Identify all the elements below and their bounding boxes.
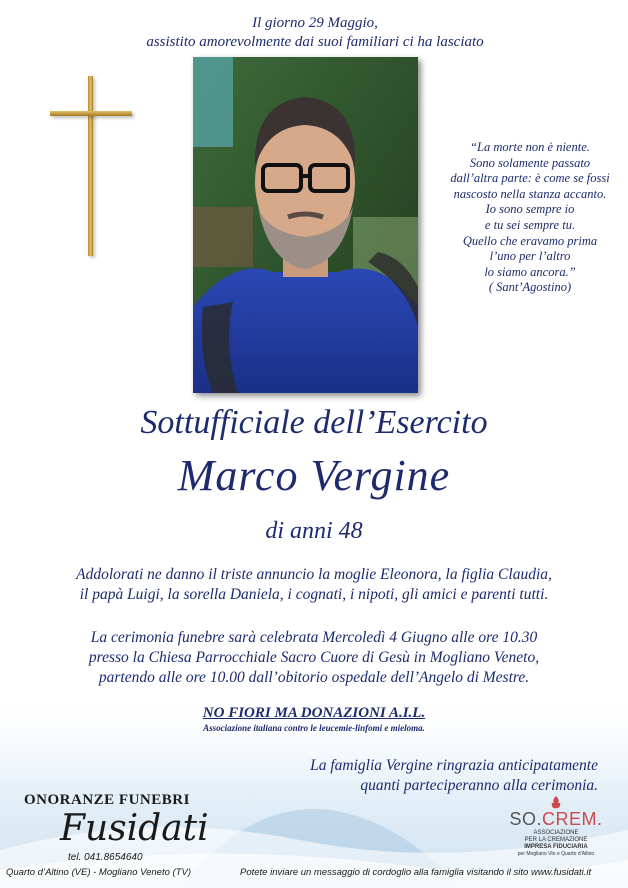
donations-title: NO FIORI MA DONAZIONI A.I.L.	[202, 705, 426, 721]
ceremony-text	[20, 628, 608, 688]
funeral-home-phone: tel. 041.8654640	[68, 852, 143, 863]
quote-line: e tu sei sempre tu.	[484, 217, 576, 232]
socrem-line: per Mogliano Vto e Quarto d’Altino	[517, 851, 595, 857]
intro-line-date: Il giorno 29 Maggio,	[252, 15, 378, 31]
quote-sant-agostino	[440, 140, 620, 296]
deceased-name: Marco Vergine	[177, 451, 451, 500]
ceremony-line: partendo alle ore 10.00 dall’obitorio ospedale dell’Angelo di Mestre.	[98, 669, 530, 686]
family-thanks	[218, 756, 598, 796]
quote-line: Io sono sempre io	[485, 202, 575, 217]
socrem-so: SO.	[509, 809, 542, 829]
socrem-line: PER LA CREMAZIONE	[524, 837, 588, 843]
socrem-title	[508, 809, 604, 830]
quote-line: Quello che eravamo prima	[462, 233, 598, 248]
cross-icon-arm	[50, 111, 132, 116]
announcement-text	[20, 565, 608, 605]
announcement-line: il papà Luigi, la sorella Daniela, i cognati, i nipoti, gli amici e parenti tutti.	[79, 586, 549, 603]
donations-subtitle: Associazione italiana contro le leucemie-linfomi e mieloma.	[203, 723, 425, 733]
announcement-line: Addolorati ne danno il triste annuncio la moglie Eleonora, la figlia Claudia,	[76, 566, 552, 583]
quote-line: lo siamo ancora.”	[484, 264, 576, 279]
quote-line: nascosto nella stanza accanto.	[453, 186, 607, 201]
ceremony-line: presso la Chiesa Parrocchiale Sacro Cuore di Gesù in Mogliano Veneto,	[88, 649, 540, 666]
ceremony-line: La cerimonia funebre sarà celebrata Mercoledì 4 Giugno alle ore 10.30	[90, 629, 538, 646]
socrem-crem: CREM.	[542, 809, 603, 829]
portrait-photo	[193, 57, 418, 393]
deceased-age: di anni 48	[265, 518, 363, 544]
socrem-flame-icon	[508, 795, 604, 809]
socrem-logo	[508, 795, 604, 858]
quote-attribution: ( Sant’Agostino)	[488, 280, 572, 295]
intro-text	[80, 14, 550, 52]
funeral-home-logo: Fusidati	[60, 808, 209, 849]
socrem-line: IMPRESA FIDUCIARIA	[524, 844, 588, 850]
deceased-rank: Sottufficiale dell’Esercito	[140, 404, 488, 441]
funeral-home-address: Quarto d’Altino (VE) - Mogliano Veneto (TV)	[6, 867, 191, 878]
quote-line: Sono solamente passato	[469, 155, 591, 170]
socrem-line: ASSOCIAZIONE	[533, 830, 579, 836]
intro-line-passing: assistito amorevolmente dai suoi familiari ci ha lasciato	[146, 34, 484, 50]
footer-message: Potete inviare un messaggio di cordoglio alla famiglia visitando il sito www.fusidati.it	[240, 867, 592, 878]
funeral-home-label: ONORANZE FUNEBRI	[24, 792, 190, 808]
quote-line: dall’altra parte: è come se fossi	[450, 171, 610, 186]
thanks-line: quanti parteciperanno alla cerimonia.	[360, 777, 598, 794]
thanks-line: La famiglia Vergine ringrazia anticipatamente	[310, 757, 598, 774]
cross-icon	[88, 76, 93, 256]
quote-line: l’uno per l’altro	[489, 249, 571, 264]
quote-line: “La morte non è niente.	[470, 140, 590, 154]
